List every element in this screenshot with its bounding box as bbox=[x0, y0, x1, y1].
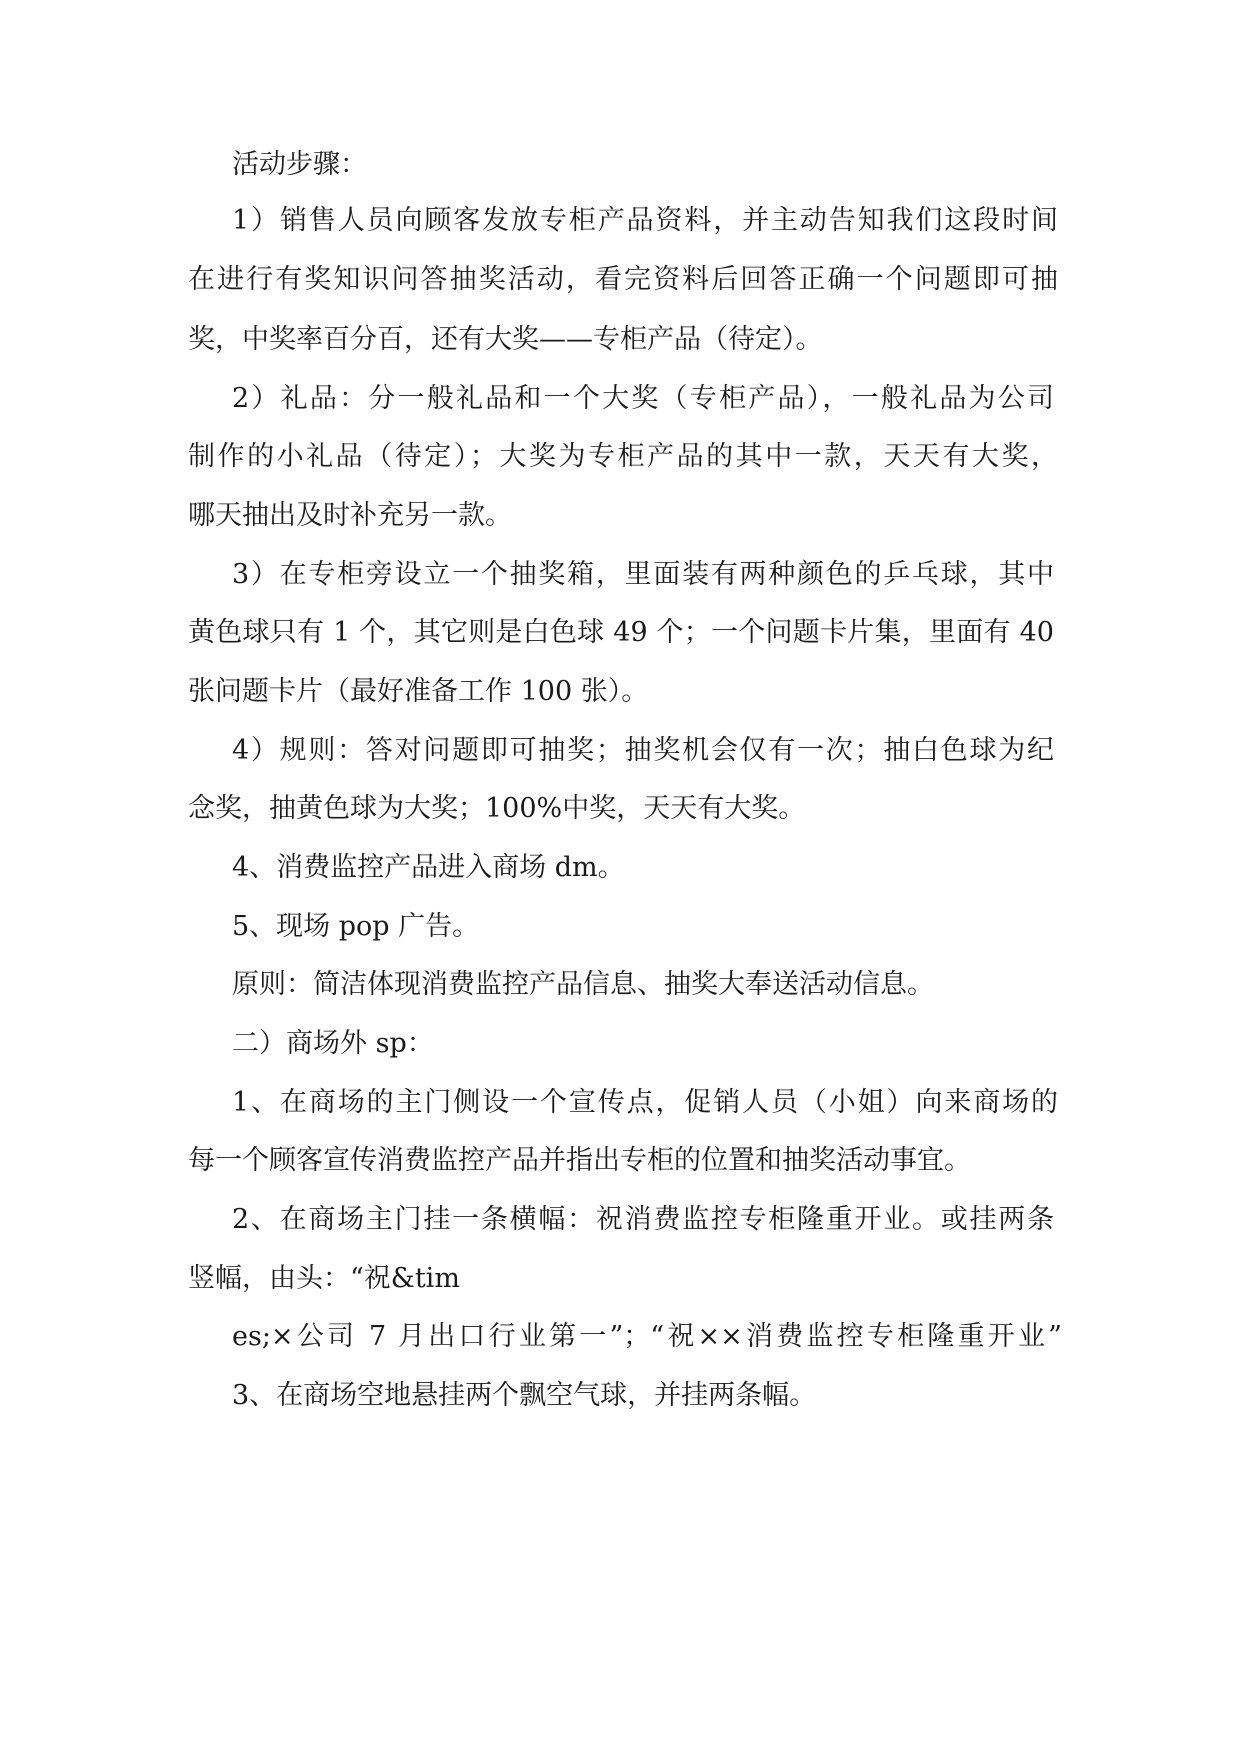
section-heading-activity-steps: 活动步骤： bbox=[232, 149, 367, 180]
paragraph-line: 5、现场 pop 广告。 bbox=[232, 911, 480, 942]
paragraph-line: 3）在专柜旁设立一个抽奖箱，里面装有两种颜色的乒乓球，其中 bbox=[232, 559, 1054, 590]
principle-line: 原则：简洁体现消费监控产品信息、抽奖大奉送活动信息。 bbox=[232, 969, 934, 1000]
paragraph-line: 每一个顾客宣传消费监控产品并指出专柜的位置和抽奖活动事宜。 bbox=[188, 1145, 971, 1176]
paragraph-line: 竖幅，由头：“祝&tim bbox=[188, 1263, 460, 1294]
paragraph-line: 2、在商场主门挂一条横幅：祝消费监控专柜隆重开业。或挂两条 bbox=[232, 1204, 1054, 1235]
paragraph-line: 1、在商场的主门侧设一个宣传点，促销人员（小姐）向来商场的 bbox=[232, 1087, 1058, 1118]
paragraph-line: 念奖，抽黄色球为大奖；100%中奖，天天有大奖。 bbox=[188, 793, 806, 824]
paragraph-line: 3、在商场空地悬挂两个飘空气球，并挂两条幅。 bbox=[232, 1380, 817, 1411]
paragraph-line: 2）礼品：分一般礼品和一个大奖（专柜产品），一般礼品为公司 bbox=[232, 383, 1054, 414]
paragraph-line: 奖，中奖率百分百，还有大奖——专柜产品（待定）。 bbox=[188, 324, 823, 355]
paragraph-line: 4）规则：答对问题即可抽奖；抽奖机会仅有一次；抽白色球为纪 bbox=[232, 735, 1054, 766]
paragraph-line: 制作的小礼品（待定）；大奖为专柜产品的其中一款，天天有大奖， bbox=[188, 441, 1058, 472]
paragraph-line: 哪天抽出及时补充另一款。 bbox=[188, 500, 512, 531]
paragraph-line: 在进行有奖知识问答抽奖活动，看完资料后回答正确一个问题即可抽 bbox=[188, 264, 1058, 295]
paragraph-line: 1）销售人员向顾客发放专柜产品资料，并主动告知我们这段时间 bbox=[232, 205, 1058, 236]
section-heading-outside-sp: 二）商场外 sp： bbox=[232, 1028, 434, 1059]
paragraph-line: 张问题卡片（最好准备工作 100 张）。 bbox=[188, 676, 649, 707]
paragraph-line: 黄色球只有 1 个，其它则是白色球 49 个；一个问题卡片集，里面有 40 bbox=[188, 617, 1054, 648]
paragraph-line: 4、消费监控产品进入商场 dm。 bbox=[232, 852, 625, 883]
paragraph-line: es;×公司 7 月出口行业第一”；“祝××消费监控专柜隆重开业” bbox=[232, 1321, 1062, 1352]
